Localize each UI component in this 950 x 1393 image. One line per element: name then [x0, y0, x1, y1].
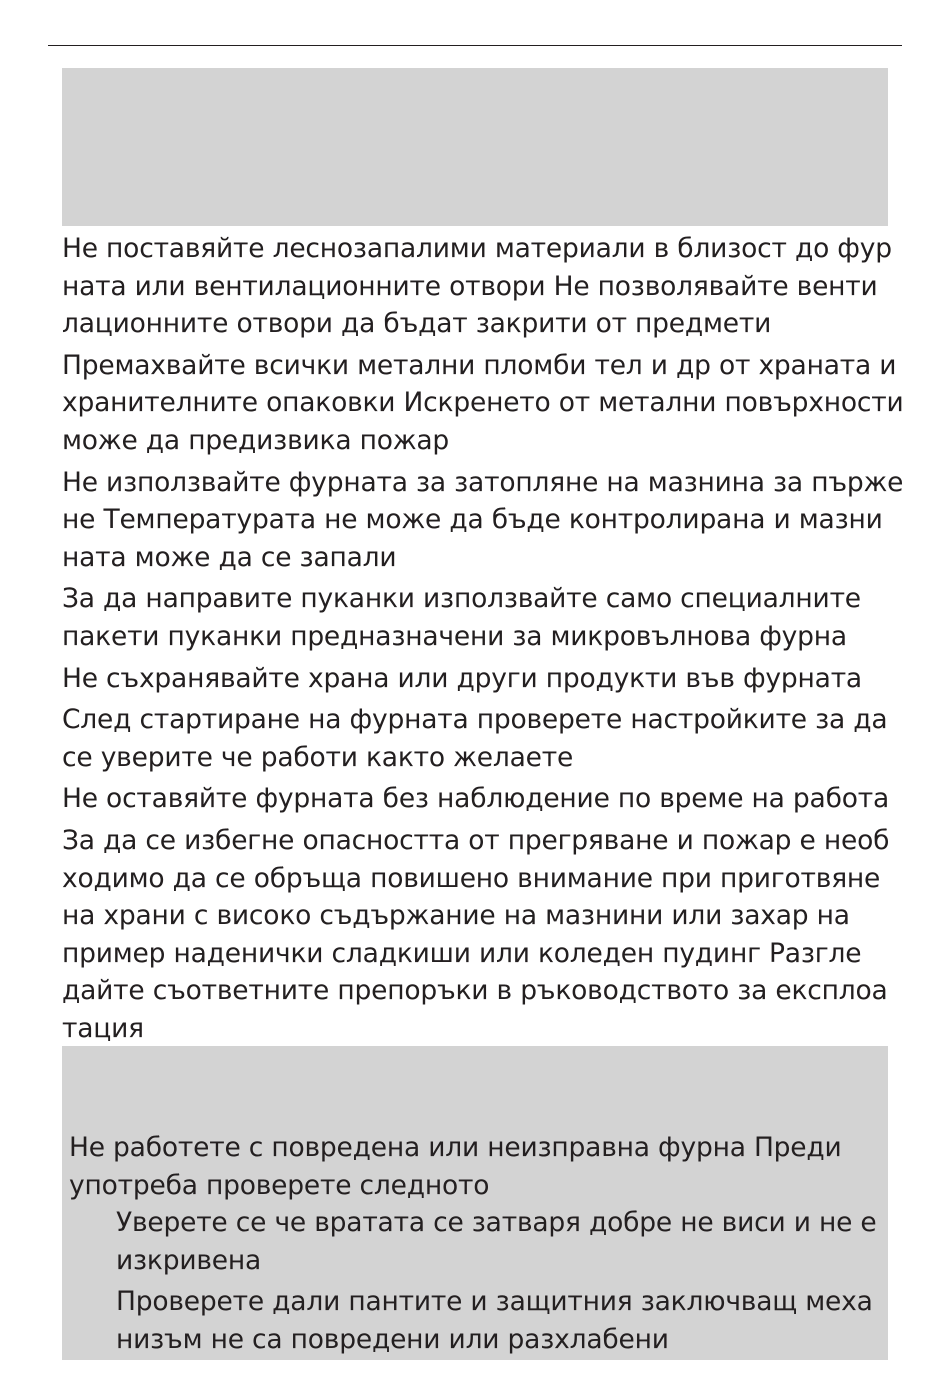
text-line: се уверите че работи както желаете: [62, 741, 574, 773]
text-line: тация: [62, 1012, 144, 1044]
text-line: пакети пуканки предназначени за микровълнова фурна: [62, 620, 847, 652]
text-line: За да се избегне опасността от прегряване и пожар е необ: [62, 824, 890, 856]
text-line: Не поставяйте леснозапалими материали в близост до фур: [62, 233, 892, 264]
body-text: [62, 230, 922, 1051]
paragraph-supervision: [62, 780, 922, 818]
text-line: ходимо да се обръща повишено внимание при приготвяне: [62, 862, 881, 894]
text-line: Не използвайте фурната за затопляне на мазнина за пърже: [62, 466, 904, 498]
paragraph-storage: [62, 660, 922, 698]
text-line: може да предизвика пожар: [62, 424, 450, 456]
text-line: дайте съответните препоръки в ръководството за експлоа: [62, 975, 888, 1007]
warning-intro: [69, 1129, 884, 1204]
text-line: пример наденички сладкиши или коледен пудинг Разгле: [62, 937, 862, 969]
text-line: низъм не са повредени или разхлабени: [116, 1323, 669, 1355]
text-line: не Температурата не може да бъде контролирана и мазни: [62, 504, 883, 536]
text-line: Не съхранявайте храна или други продукти във фурната: [62, 662, 862, 694]
paragraph-check-settings: [62, 701, 922, 776]
text-line: употреба проверете следното: [69, 1169, 490, 1201]
paragraph-popcorn: [62, 580, 922, 655]
text-line: лационните отвори да бъдат закрити от предмети: [62, 308, 772, 340]
text-line: ната или вентилационните отвори Не позволявайте венти: [62, 270, 878, 302]
paragraph-overheating: [62, 822, 922, 1048]
top-rule: [48, 45, 902, 46]
text-line: Премахвайте всички метални пломби тел и др от храната и: [62, 349, 897, 381]
text-line: Не оставяйте фурната без наблюдение по време на работа: [62, 783, 890, 815]
text-line: ната може да се запали: [62, 541, 397, 573]
paragraph-frying-oil: [62, 464, 922, 577]
heading-band: [62, 68, 888, 226]
text-line: Проверете дали пантите и защитния заключващ меха: [116, 1286, 873, 1318]
paragraph-metal: [62, 347, 922, 460]
check-hinges: [69, 1283, 884, 1358]
text-line: хранителните опаковки Искренето от метални повърхности: [62, 387, 904, 419]
text-line: Не работете с повредена или неизправна фурна Преди: [69, 1132, 842, 1163]
text-line: Уверете се че вратата се затваря добре не виси и не е: [116, 1207, 877, 1239]
text-line: След стартиране на фурната проверете настройките за да: [62, 704, 888, 736]
text-line: За да направите пуканки използвайте само специалните: [62, 583, 861, 615]
check-door: [69, 1204, 884, 1279]
warning-box: [62, 1046, 888, 1360]
warning-text: [69, 1129, 884, 1363]
paragraph-flammable: [62, 230, 922, 343]
text-line: на храни с високо съдържание на мазнини или захар на: [62, 900, 850, 932]
text-line: изкривена: [116, 1244, 262, 1276]
